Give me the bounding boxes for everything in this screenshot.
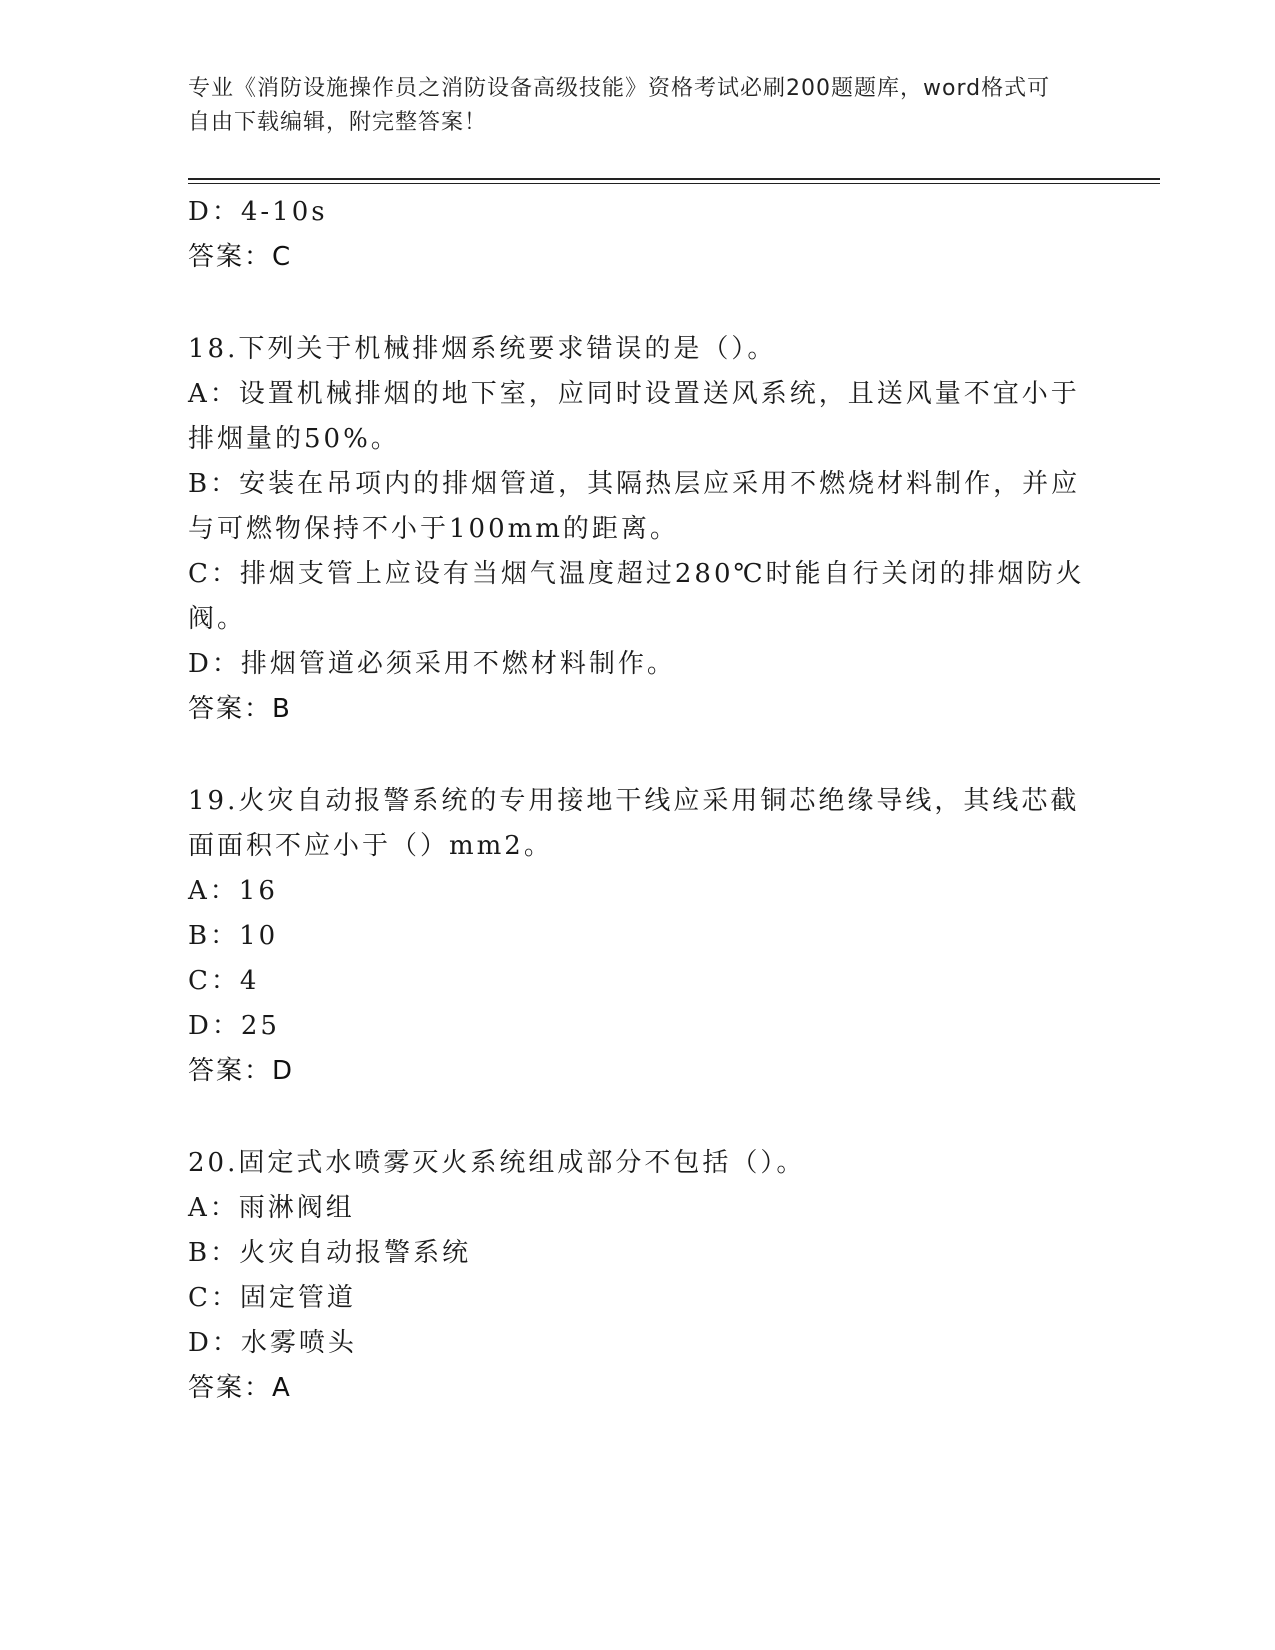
question-stem: 19.火灾自动报警系统的专用接地干线应采用铜芯绝缘导线，其线芯截面面积不应小于（）mm2。	[188, 786, 1080, 861]
option-c: C：固定管道	[188, 1283, 356, 1313]
question-19	[188, 779, 1088, 1094]
question-list	[188, 190, 1088, 1411]
option-a: A：设置机械排烟的地下室，应同时设置送风系统，且送风量不宜小于排烟量的50%。	[188, 379, 1080, 454]
option-c: C：排烟支管上应设有当烟气温度超过280℃时能自行关闭的排烟防火阀。	[188, 559, 1085, 634]
question-answer: 答案：B	[188, 694, 292, 724]
question-gap	[188, 1094, 1088, 1141]
option-d: D：水雾喷头	[188, 1328, 357, 1358]
option-a: A：雨淋阀组	[188, 1193, 355, 1223]
question-answer: 答案：D	[188, 1056, 295, 1086]
question-20	[188, 1141, 1088, 1411]
option-b: B：火灾自动报警系统	[188, 1238, 472, 1268]
question-stem: 20.固定式水喷雾灭火系统组成部分不包括（）。	[188, 1148, 806, 1178]
option-d: D：排烟管道必须采用不燃材料制作。	[188, 649, 676, 679]
question-stem: 18.下列关于机械排烟系统要求错误的是（）。	[188, 334, 777, 364]
option-c: C：4	[188, 966, 260, 996]
question-gap	[188, 732, 1088, 779]
prev-question-answer: 答案：C	[188, 242, 293, 272]
document-header: 专业《消防设施操作员之消防设备高级技能》资格考试必刷200题题库，word格式可自由下载编辑，附完整答案！	[188, 76, 1051, 135]
option-b: B：安装在吊项内的排烟管道，其隔热层应采用不燃烧材料制作，并应与可燃物保持不小于100mm的距离。	[188, 469, 1081, 544]
option-d: D：25	[188, 1011, 280, 1041]
option-a: A：16	[188, 876, 278, 906]
question-answer: 答案：A	[188, 1373, 292, 1403]
header-divider-thin	[188, 183, 1160, 184]
header-divider-thick	[188, 178, 1160, 180]
question-18	[188, 327, 1088, 732]
question-gap	[188, 280, 1088, 327]
prev-question-option-d: D：4-10s	[188, 197, 328, 227]
option-b: B：10	[188, 921, 279, 951]
